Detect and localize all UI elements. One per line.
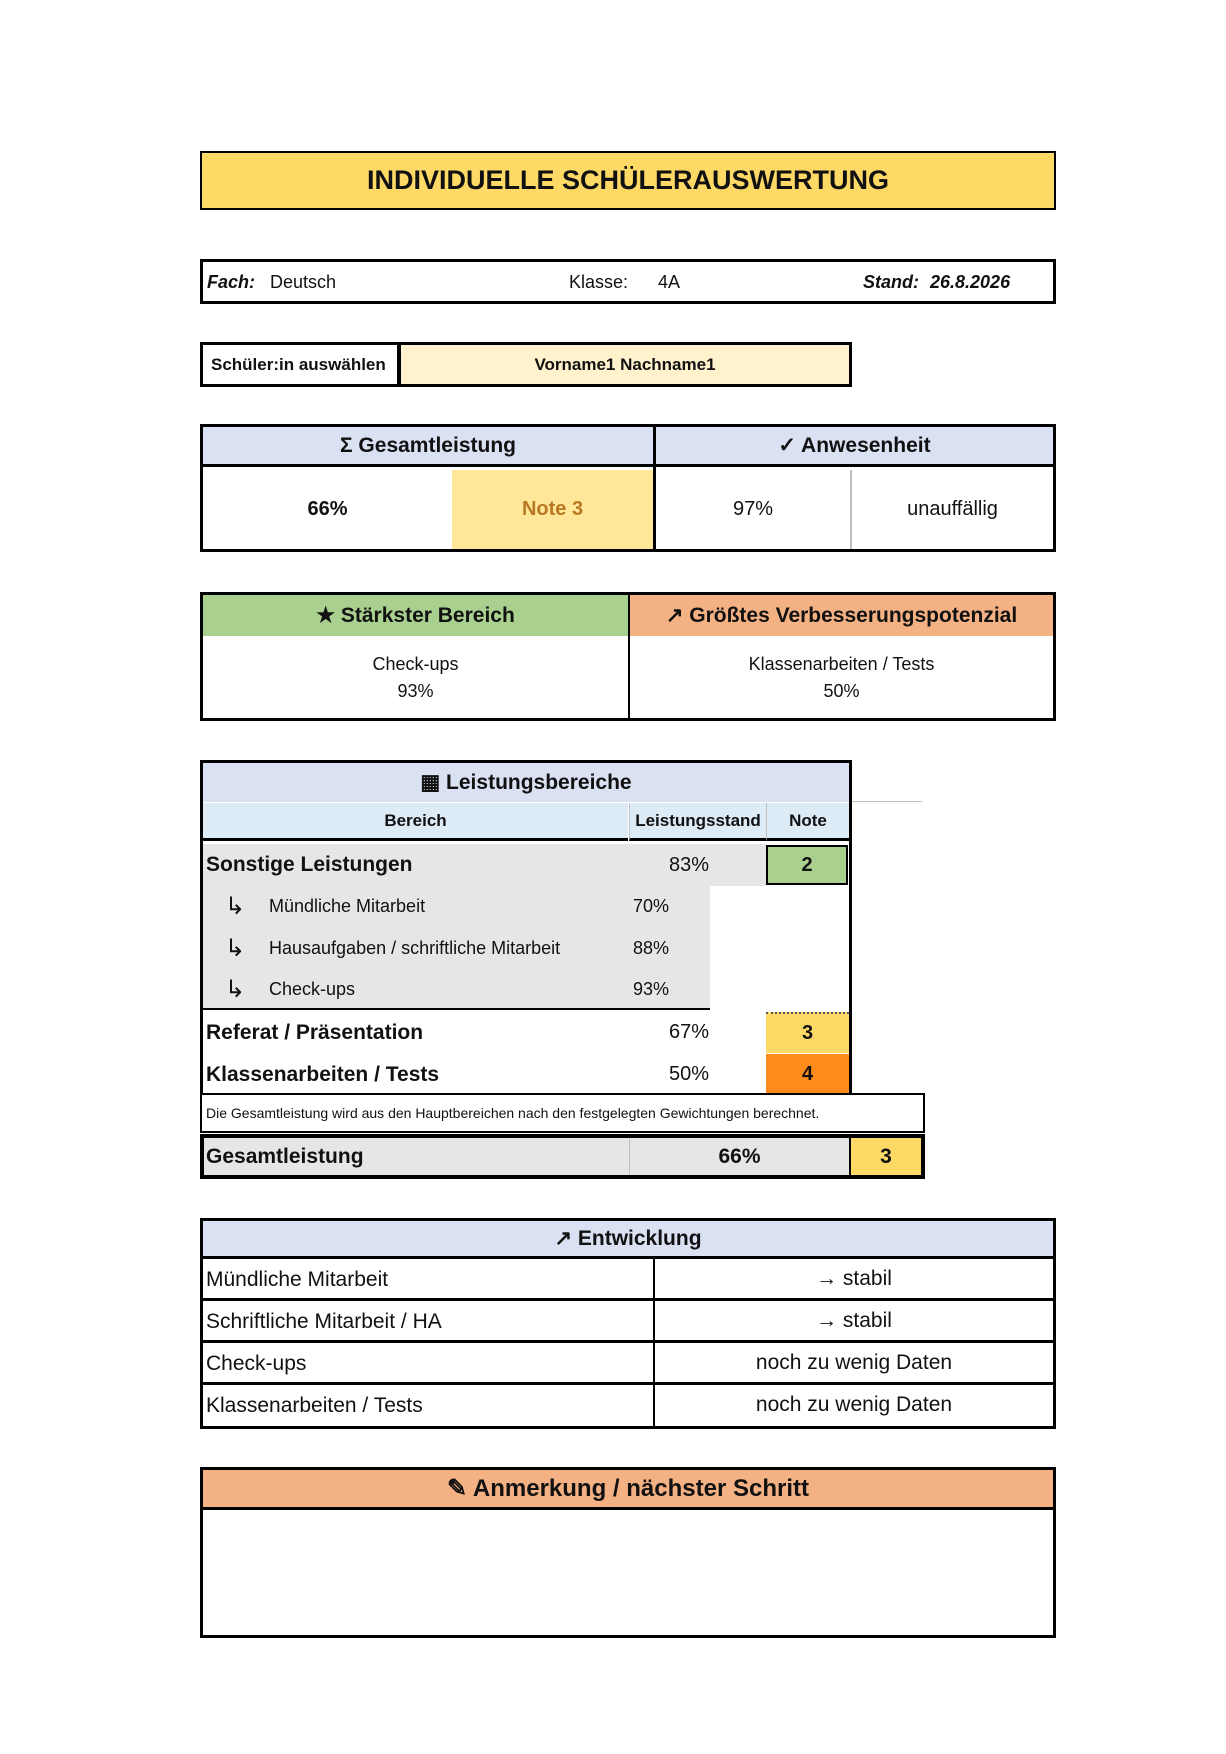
stand-value: 26.8.2026	[930, 272, 1011, 292]
sub-row-hausaufgaben	[203, 928, 710, 969]
strongest-area-value: 93%	[397, 680, 434, 701]
klassenarbeiten-value: 50%	[668, 1063, 709, 1085]
referat-name: Referat / Präsentation	[206, 1020, 424, 1044]
klasse-label: Klasse:	[569, 272, 629, 292]
sub-value: 70%	[633, 896, 670, 916]
page-title: INDIVIDUELLE SCHÜLERAUSWERTUNG	[200, 151, 1056, 210]
improvement-area-name: Klassenarbeiten / Tests	[748, 653, 935, 674]
klassenarbeiten-note: 4	[766, 1054, 849, 1095]
leistung-header-line	[852, 801, 922, 802]
calculation-note: Die Gesamtleistung wird aus den Hauptbereichen nach den festgelegten Gewichtungen berechnet.	[200, 1093, 925, 1133]
entwicklung-row-name: Klassenarbeiten / Tests	[206, 1394, 423, 1417]
sub-arrow-icon: ↳	[225, 935, 246, 962]
entwicklung-row-name: Check-ups	[206, 1352, 307, 1375]
entwicklung-row-name: Mündliche Mitarbeit	[206, 1268, 389, 1291]
entwicklung-row-trend: → stabil	[816, 1308, 892, 1332]
gesamt-percent: 66%	[307, 498, 348, 520]
info-bar	[200, 259, 1056, 304]
strongest-area-header: ★ Stärkster Bereich	[203, 595, 628, 636]
student-select-dropdown[interactable]: Vorname1 Nachname1	[398, 342, 852, 387]
entwicklung-row	[203, 1301, 1053, 1343]
gesamtleistung-header: Σ Gesamtleistung	[203, 427, 653, 467]
sonstige-value: 83%	[668, 853, 709, 876]
gesamt-note: Note 3	[452, 470, 653, 549]
entwicklung-row-trend: noch zu wenig Daten	[755, 1392, 953, 1416]
sonstige-name: Sonstige Leistungen	[206, 853, 413, 876]
improvement-area-header: ↗ Größtes Verbesserungspotenzial	[630, 595, 1053, 636]
gesamt-row-note: 3	[849, 1138, 921, 1175]
sub-value: 88%	[633, 938, 670, 958]
anmerkung-header: ✎ Anmerkung / nächster Schritt	[203, 1470, 1053, 1510]
gesamt-row-name: Gesamtleistung	[206, 1144, 364, 1168]
entwicklung-row-trend: noch zu wenig Daten	[755, 1350, 953, 1374]
klasse-value: 4A	[658, 272, 681, 292]
gesamt-row-value: 66%	[629, 1138, 849, 1175]
referat-value: 67%	[668, 1021, 709, 1043]
sonstige-note: 2	[766, 845, 848, 885]
sub-name: Check-ups	[269, 979, 356, 999]
sub-arrow-icon: ↳	[225, 976, 246, 1003]
sub-rows	[203, 886, 710, 1010]
entwicklung-header: ↗ Entwicklung	[203, 1221, 1053, 1259]
col-leistungsstand: Leistungsstand	[629, 803, 766, 841]
student-select-label: Schüler:in auswählen	[200, 342, 400, 387]
anmerkung-text-area[interactable]	[203, 1513, 1053, 1635]
stand-label: Stand:	[863, 272, 919, 292]
strongest-area-name: Check-ups	[372, 653, 459, 674]
sub-name: Mündliche Mitarbeit	[269, 896, 426, 916]
sub-row-muendlich	[203, 886, 710, 927]
col-note: Note	[766, 803, 849, 841]
entwicklung-row	[203, 1385, 1053, 1426]
entwicklung-row-name: Schriftliche Mitarbeit / HA	[206, 1310, 442, 1333]
entwicklung-row-trend: → stabil	[816, 1266, 892, 1290]
sub-arrow-icon: ↳	[225, 893, 246, 920]
col-bereich: Bereich	[203, 803, 628, 841]
improvement-area-value: 50%	[823, 680, 860, 701]
sub-value: 93%	[633, 979, 670, 999]
fach-label: Fach:	[207, 272, 256, 292]
anwesenheit-status: unauffällig	[907, 498, 998, 520]
referat-note: 3	[766, 1012, 849, 1053]
klassenarbeiten-name: Klassenarbeiten / Tests	[206, 1062, 440, 1086]
fach-value: Deutsch	[270, 272, 337, 292]
sub-name: Hausaufgaben / schriftliche Mitarbeit	[269, 938, 561, 958]
entwicklung-row	[203, 1343, 1053, 1385]
anwesenheit-percent: 97%	[732, 498, 774, 520]
leistung-header: ▦ Leistungsbereiche	[203, 763, 849, 802]
anwesenheit-header: ✓ Anwesenheit	[656, 427, 1053, 467]
sub-row-checkups	[203, 969, 710, 1010]
entwicklung-row	[203, 1259, 1053, 1301]
